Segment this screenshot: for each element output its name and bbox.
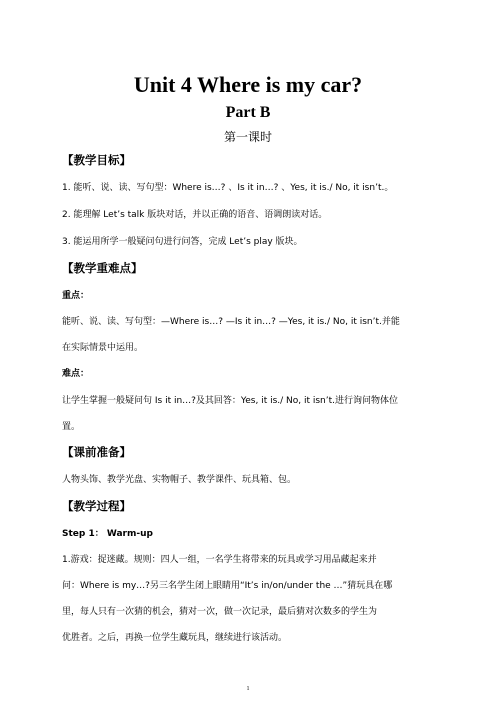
process-heading: 【教学过程】 [62,499,131,513]
difficulty-text-line-2: 置。 [62,422,81,432]
page-number: 1 [246,686,250,692]
goal-3: 3. 能运用所学一般疑问句进行问答，完成 Let’s play 版块。 [62,237,303,247]
key-text-line-1: 能听、说、读、写句型：—Where is…? —Is it in…? —Yes, it is./ No, it isn’t.并能 [62,317,400,327]
key-label: 重点： [62,291,90,301]
doc-title: Unit 4 Where is my car? [133,72,363,97]
lesson-label: 第一课时 [223,130,272,144]
game-line-3: 里，每人只有一次猜的机会，猜对一次，做一次记录，最后猜对次数多的学生为 [62,607,378,617]
goals-heading: 【教学目标】 [62,153,131,167]
game-line-4: 优胜者。之后，再换一位学生藏玩具，继续进行该活动。 [62,633,288,643]
difficulty-text-line-1: 让学生掌握一般疑问句 Is it in…?及其回答：Yes, it is./ No, it isn’t.进行询问物体位 [62,396,399,406]
goal-2: 2. 能理解 Let’s talk 版块对话，并以正确的语音、语调朗读对话。 [62,210,328,220]
difficulty-label: 难点： [62,369,90,379]
doc-subtitle: Part B [225,104,271,121]
game-line-2: 问：Where is my…?另三名学生闭上眼睛用“It’s in/on/under the …”猜玩具在哪 [62,581,393,591]
goal-1: 1. 能听、说、读、写句型：Where is…? 、Is it in…? 、Yes, it is./ No, it isn’t.。 [62,183,394,193]
step-1-heading: Step 1： Warm-up [62,529,153,539]
key-heading: 【教学重难点】 [62,261,143,275]
game-line-1: 1.游戏：捉迷藏。规则：四人一组，一名学生将带来的玩具或学习用品藏起来并 [62,555,377,565]
prep-text: 人物头饰、教学光盘、实物帽子、教学课件、玩具箱、包。 [62,475,297,485]
prep-heading: 【课前准备】 [62,445,131,459]
key-text-line-2: 在实际情景中运用。 [62,343,144,353]
